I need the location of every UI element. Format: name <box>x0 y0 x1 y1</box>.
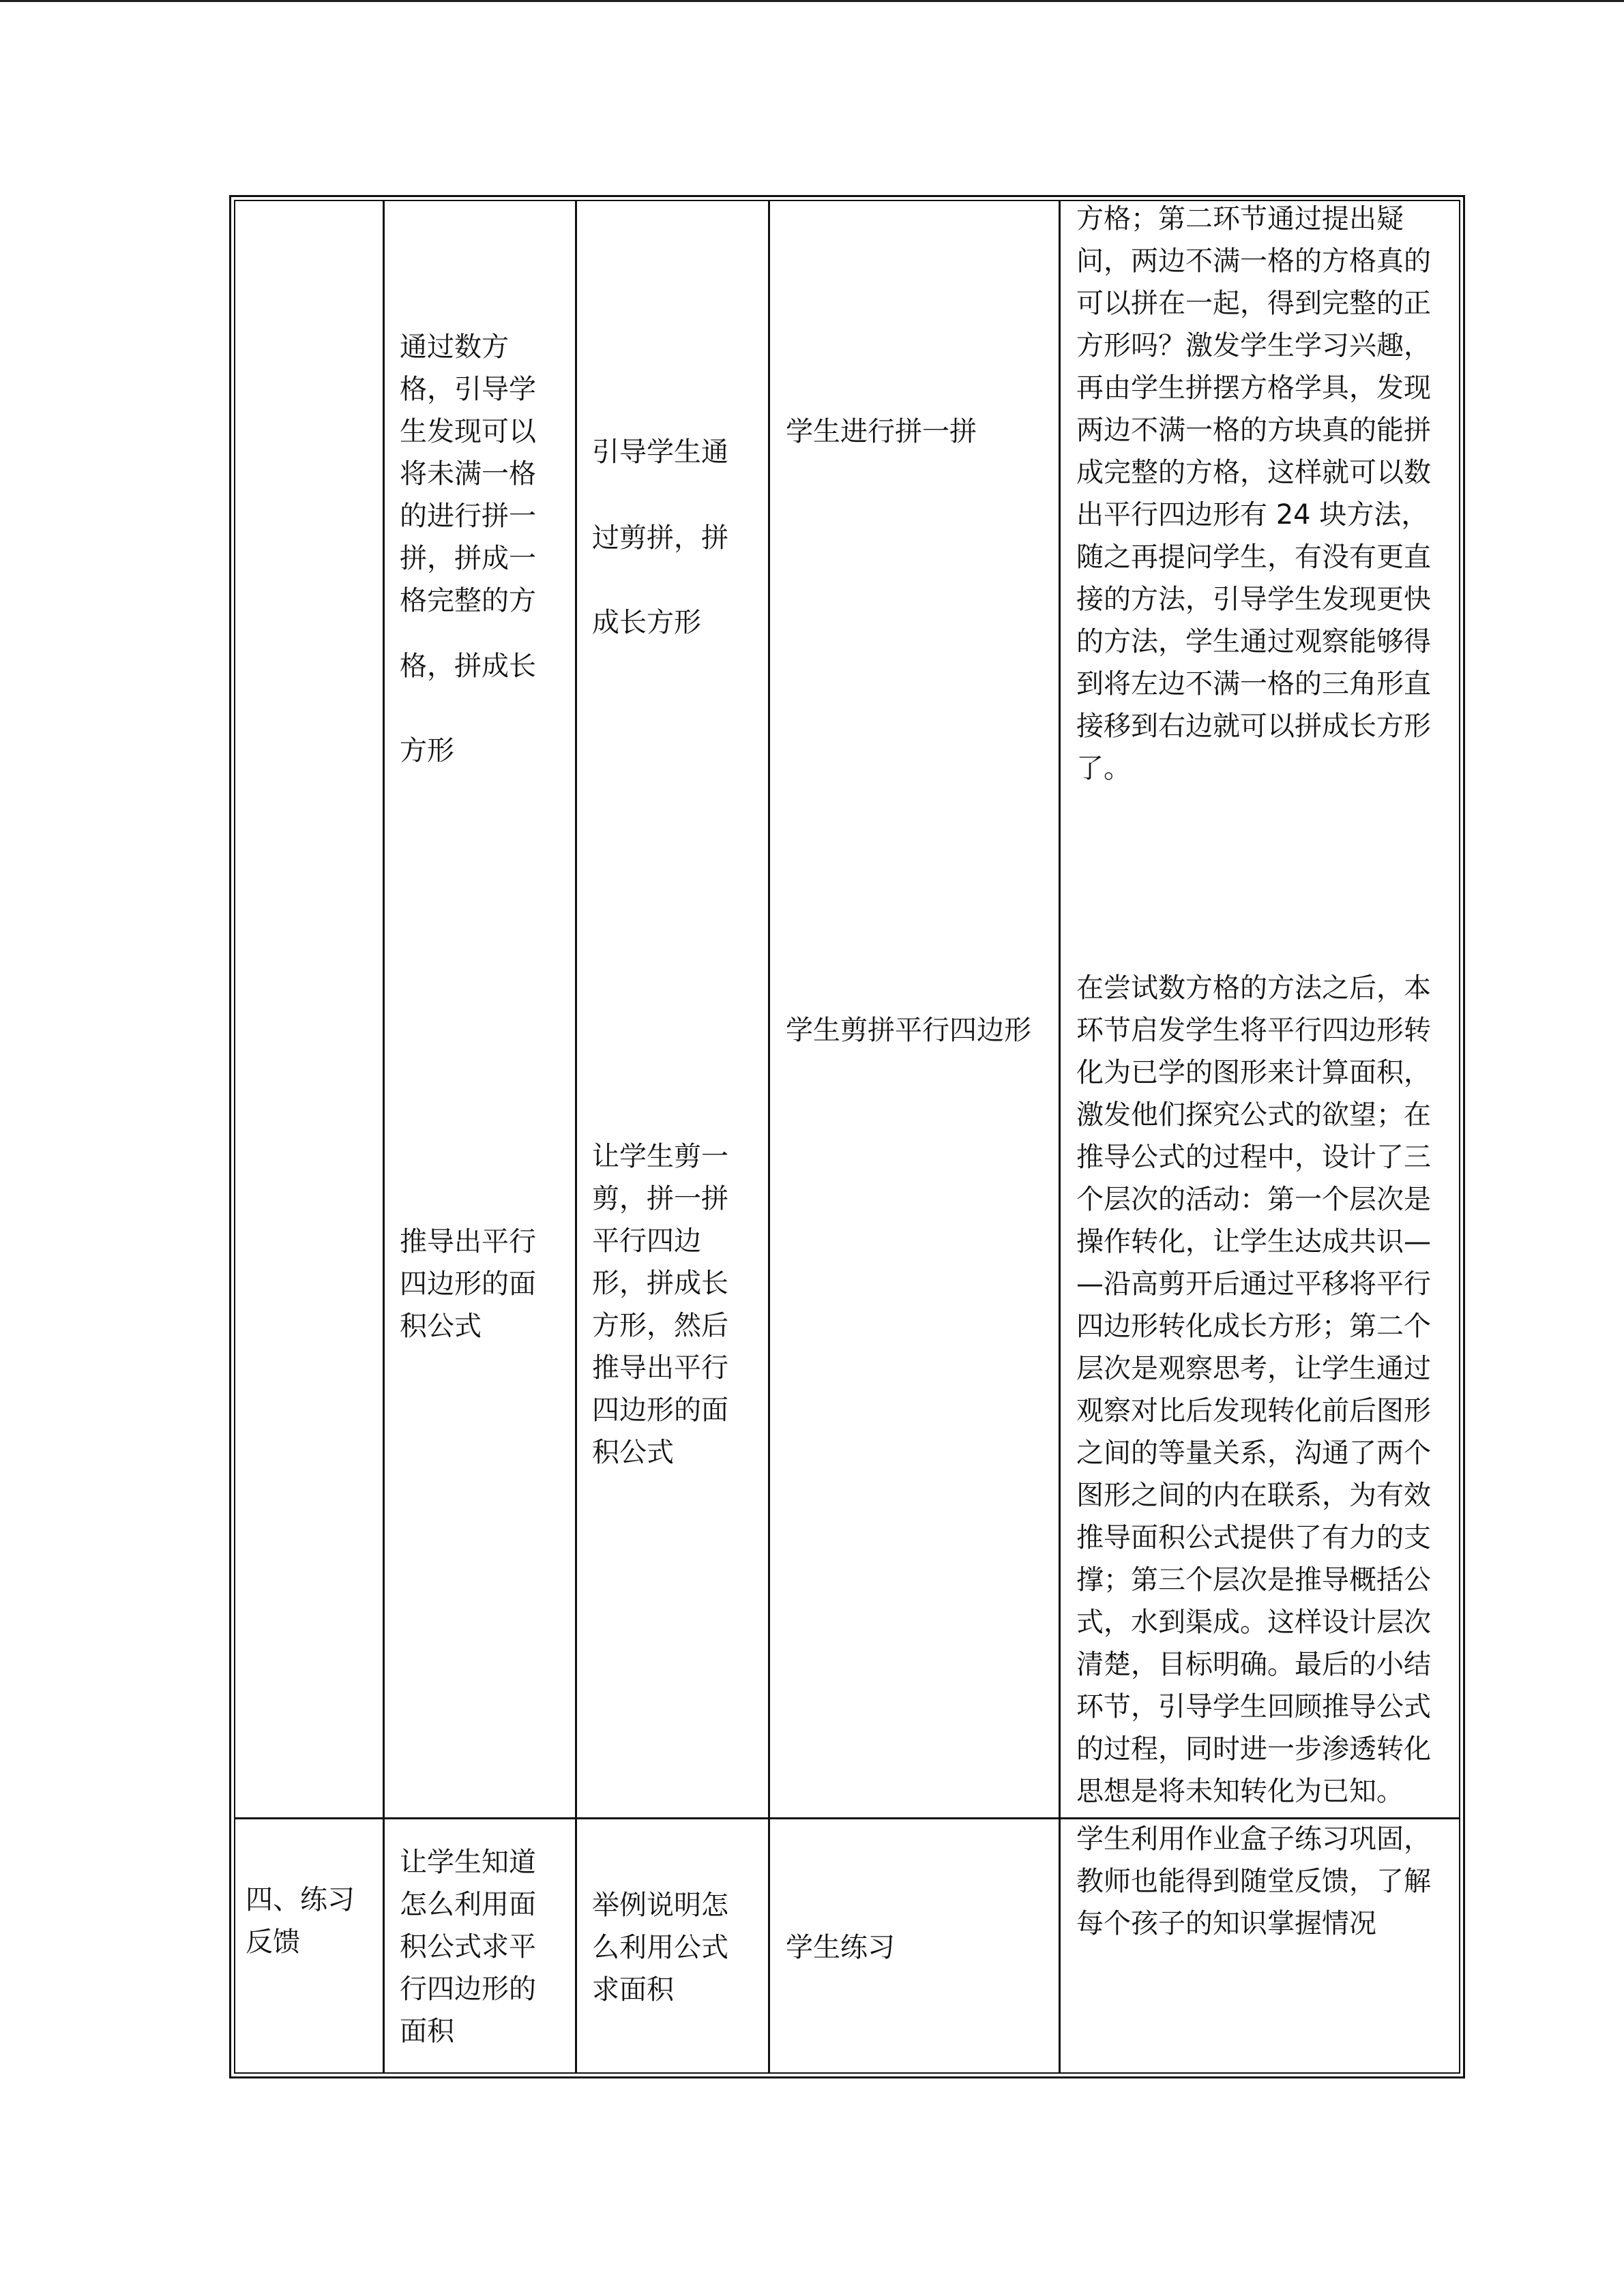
row3-goal-text: 让学生知道 怎么利用面 积公式求平 行四边形的 面积 <box>400 1847 536 2047</box>
row2-student-activity: 学生剪拼平行四边形 <box>786 1015 1031 1046</box>
row3-teacher-text: 举例说明怎 么利用公式 求面积 <box>592 1890 728 2006</box>
column-divider <box>1059 200 1061 2074</box>
row1-goal-text: 通过数方 格，引导学 生发现可以 将未满一格 的进行拼一 拼，拼成一 格完整的方 <box>400 331 536 616</box>
row2-goal-text: 推导出平行 四边形的面 积公式 <box>400 1226 536 1342</box>
row3-design-intent: 学生利用作业盒子练习巩固， 教师也能得到随堂反馈，了解 每个孩子的知识掌握情况 <box>1076 1823 1431 1939</box>
row2-teacher-text: 让学生剪一 剪，拼一拼 平行四边 形，拼成长 方形，然后 推导出平行 四边形的面 积公式 <box>592 1141 728 1468</box>
row1-teacher-text-cont: 过剪拼，拼 成长方形 <box>592 522 728 638</box>
row3-stage-label: 四、练习 反馈 <box>246 1884 355 1958</box>
top-border-line <box>0 0 1624 2</box>
row1-goal-text-cont: 格，拼成长 方形 <box>400 651 536 766</box>
column-divider <box>575 200 577 2074</box>
row1-teacher-text: 引导学生通 <box>592 436 728 468</box>
column-divider <box>383 200 385 2074</box>
row3-student-activity: 学生练习 <box>786 1932 895 1963</box>
column-divider <box>768 200 770 2074</box>
row1-student-activity: 学生进行拼一拼 <box>786 416 977 447</box>
row1-design-intent: 方格；第二环节通过提出疑 问，两边不满一格的方格真的 可以拼在一起，得到完整的正 方形吗？激发学生学习兴趣， 再由学生拼摆方格学具，发现 两边不满一格的方块真的能拼 成完整的方格，这样就可以数 出平行四边形有 24 块方法， 随之再提问学生，有没有更直 接的方法，引导学生发现更快 的方法，学生通过观察能够得 到将左边不满一格的三角形直 接移到右边就可以拼成长方形 了。 <box>1076 203 1431 784</box>
row2-design-intent: 在尝试数方格的方法之后，本 环节启发学生将平行四边形转 化为已学的图形来计算面积， 激发他们探究公式的欲望；在 推导公式的过程中，设计了三 个层次的活动：第一个层次是 操作转化，让学生达成共识— —沿高剪开后通过平移将平行 四边形转化成长方形；第二个 层次是观察思考，让学生通过 观察对比后发现转化前后图形 之间的等量关系，沟通了两个 图形之间的内在联系，为有效 推导面积公式提供了有力的支 撑；第三个层次是推导概括公 式，水到渠成。这样设计层次 清楚，目标明确。最后的小结 环节，引导学生回顾推导公式 的过程，同时进一步渗透转化 思想是将未知转化为已知。 <box>1076 972 1431 1807</box>
